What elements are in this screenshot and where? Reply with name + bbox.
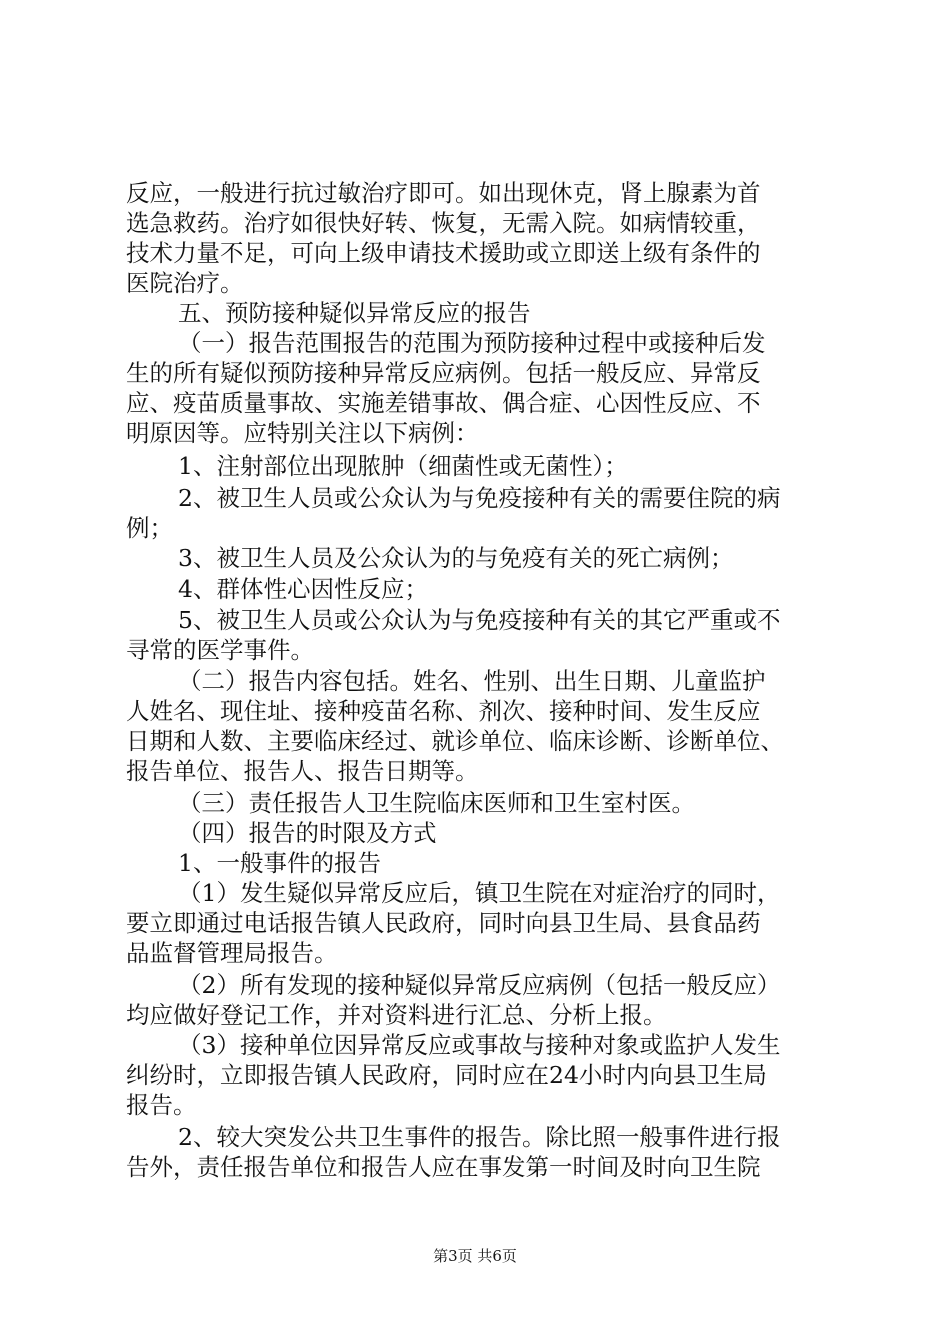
text-line: （四）报告的时限及方式: [178, 819, 437, 847]
text-line: 1、一般事件的报告: [178, 849, 381, 877]
text-line: （三）责任报告人卫生院临床医师和卫生室村医。: [178, 789, 695, 817]
text-line: 告外，责任报告单位和报告人应在事发第一时间及时向卫生院: [126, 1153, 761, 1181]
section-heading: 五、预防接种疑似异常反应的报告: [178, 299, 531, 327]
text-line: 报告。: [126, 1091, 197, 1119]
list-item: 1、注射部位出现脓肿（细菌性或无菌性）；: [178, 452, 628, 480]
text-line: 技术力量不足，可向上级申请技术援助或立即送上级有条件的: [126, 239, 761, 267]
text-line: 例；: [126, 514, 173, 542]
page-footer: [0, 1246, 950, 1266]
text-line: 生的所有疑似预防接种异常反应病例。包括一般反应、异常反: [126, 359, 761, 387]
text-line: 应、疫苗质量事故、实施差错事故、偶合症、心因性反应、不: [126, 389, 761, 417]
list-item: 2、较大突发公共卫生事件的报告。除比照一般事件进行报: [178, 1123, 781, 1151]
text-line: 报告单位、报告人、报告日期等。: [126, 757, 479, 785]
text-line: （一）报告范围报告的范围为预防接种过程中或接种后发: [178, 329, 766, 357]
text-line: 人姓名、现住址、接种疫苗名称、剂次、接种时间、发生反应: [126, 697, 761, 725]
text-line: 选急救药。治疗如很快好转、恢复，无需入院。如病情较重，: [126, 209, 761, 237]
text-line: 寻常的医学事件。: [126, 636, 314, 664]
list-item: 5、被卫生人员或公众认为与免疫接种有关的其它严重或不: [178, 606, 781, 634]
text-line: 要立即通过电话报告镇人民政府，同时向县卫生局、县食品药: [126, 909, 761, 937]
text-line: 品监督管理局报告。: [126, 939, 338, 967]
list-item: 3、被卫生人员及公众认为的与免疫有关的死亡病例；: [178, 544, 734, 572]
list-item: 2、被卫生人员或公众认为与免疫接种有关的需要住院的病: [178, 484, 781, 512]
text-line: （2）所有发现的接种疑似异常反应病例（包括一般反应）: [178, 971, 781, 999]
text-line: （3）接种单位因异常反应或事故与接种对象或监护人发生: [178, 1031, 781, 1059]
text-line: 医院治疗。: [126, 269, 244, 297]
text-line: （二）报告内容包括。姓名、性别、出生日期、儿童监护: [178, 667, 766, 695]
text-line: 反应，一般进行抗过敏治疗即可。如出现休克，肾上腺素为首: [126, 179, 761, 207]
list-item: 4、群体性心因性反应；: [178, 575, 428, 603]
text-line: （1）发生疑似异常反应后，镇卫生院在对症治疗的同时，: [178, 879, 781, 907]
text-line: 日期和人数、主要临床经过、就诊单位、临床诊断、诊断单位、: [126, 727, 784, 755]
text-line: 明原因等。应特别关注以下病例：: [126, 419, 479, 447]
page-number: 第3页 共6页: [433, 1247, 517, 1265]
text-line: 纠纷时，立即报告镇人民政府，同时应在24小时内向县卫生局: [126, 1061, 767, 1089]
text-line: 均应做好登记工作，并对资料进行汇总、分析上报。: [126, 1001, 667, 1029]
